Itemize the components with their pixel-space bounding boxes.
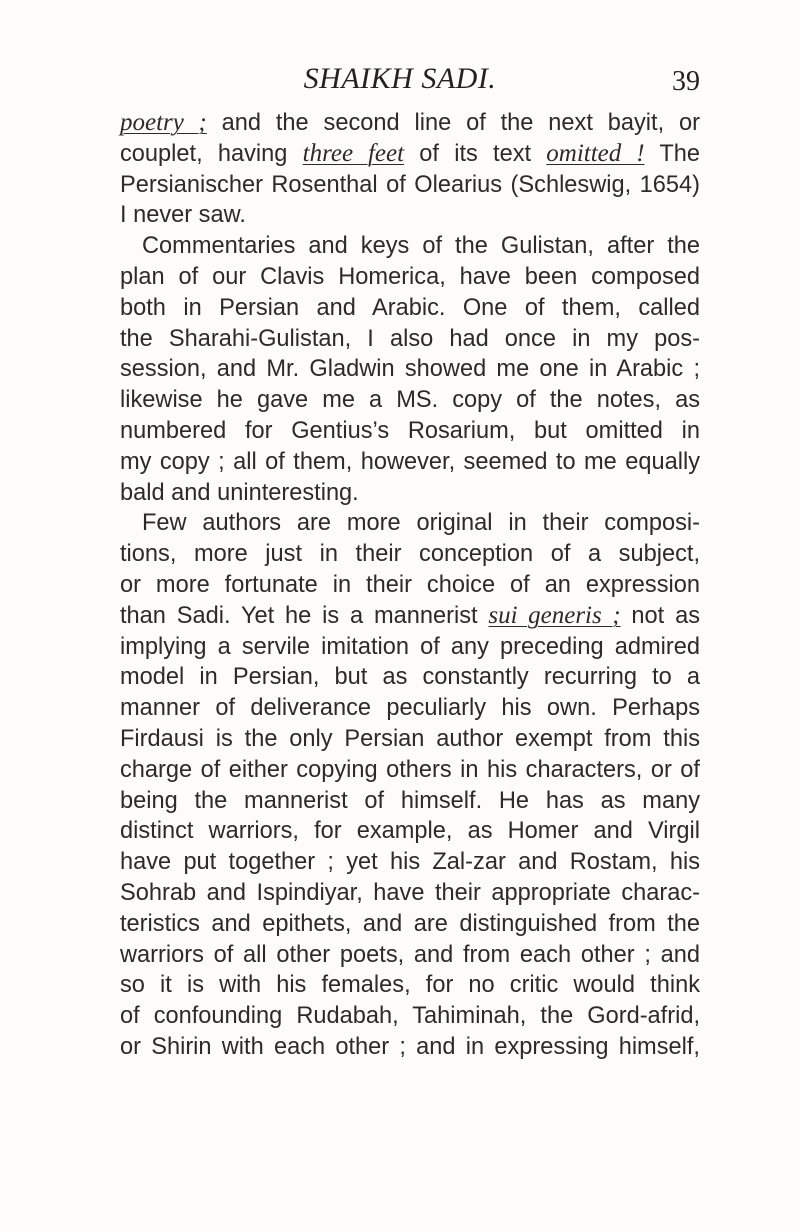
body-text bbox=[120, 108, 700, 1063]
text-line: Few authors are more original in their composi- bbox=[142, 510, 700, 537]
text-line: charge of either copying others in his characters, or of bbox=[120, 756, 700, 783]
text-line: have put together ; yet his Zal-zar and Rostam, his bbox=[120, 849, 700, 876]
running-title: SHAIKH SADI. bbox=[303, 62, 497, 95]
text-line: Firdausi is the only Persian author exempt from this bbox=[120, 725, 700, 752]
text-line: poetry ; and the second line of the next bayit, or bbox=[120, 109, 700, 136]
text-line: manner of deliverance peculiarly his own. Perhaps bbox=[120, 695, 700, 722]
text-line: or more fortunate in their choice of an expression bbox=[120, 571, 700, 598]
italic-phrase: omitted ! bbox=[546, 139, 645, 167]
text-line: warriors of all other poets, and from each other ; and bbox=[120, 941, 700, 968]
text-line: being the mannerist of himself. He has as many bbox=[120, 787, 700, 814]
text-line: both in Persian and Arabic. One of them, called bbox=[120, 294, 700, 321]
text-line: plan of our Clavis Homerica, have been composed bbox=[120, 263, 700, 290]
text-line: my copy ; all of them, however, seemed to me equally bbox=[120, 448, 700, 475]
text-line: model in Persian, but as constantly recurring to a bbox=[120, 664, 700, 691]
text-line: Sohrab and Ispindiyar, have their appropriate charac- bbox=[120, 879, 700, 906]
italic-phrase: three feet bbox=[302, 139, 405, 167]
italic-phrase: sui generis ; bbox=[488, 601, 621, 629]
text-line: Commentaries and keys of the Gulistan, after the bbox=[142, 233, 700, 260]
text-line: bald and uninteresting. bbox=[120, 479, 359, 506]
text-line: implying a servile imitation of any preceding admired bbox=[120, 633, 700, 660]
text-line: so it is with his females, for no critic would think bbox=[120, 972, 700, 999]
text-line: tions, more just in their conception of a subject, bbox=[120, 541, 700, 568]
text-line: I never saw. bbox=[120, 202, 246, 229]
text-line: session, and Mr. Gladwin showed me one in Arabic ; bbox=[120, 356, 700, 383]
text-line: of confounding Rudabah, Tahiminah, the Gord-afrid, bbox=[120, 1003, 700, 1030]
text-line: or Shirin with each other ; and in expressing himself, bbox=[120, 1033, 700, 1060]
text-line: likewise he gave me a MS. copy of the notes, as bbox=[120, 387, 700, 414]
text-line: the Sharahi-Gulistan, I also had once in my pos- bbox=[120, 325, 700, 352]
text-line: numbered for Gentius’s Rosarium, but omitted in bbox=[120, 417, 700, 444]
running-head bbox=[0, 52, 800, 102]
text-line: Persianischer Rosenthal of Olearius (Schleswig, 1654) bbox=[120, 171, 700, 198]
text-line: distinct warriors, for example, as Homer and Virgil bbox=[120, 818, 700, 845]
text-line: couplet, having three feet of its text omitted ! The bbox=[120, 139, 700, 167]
text-line: than Sadi. Yet he is a mannerist sui generis ; not as bbox=[120, 601, 700, 629]
page-number: 39 bbox=[672, 66, 700, 97]
italic-phrase: poetry ; bbox=[120, 109, 207, 136]
text-line: teristics and epithets, and are distinguished from the bbox=[120, 910, 700, 937]
